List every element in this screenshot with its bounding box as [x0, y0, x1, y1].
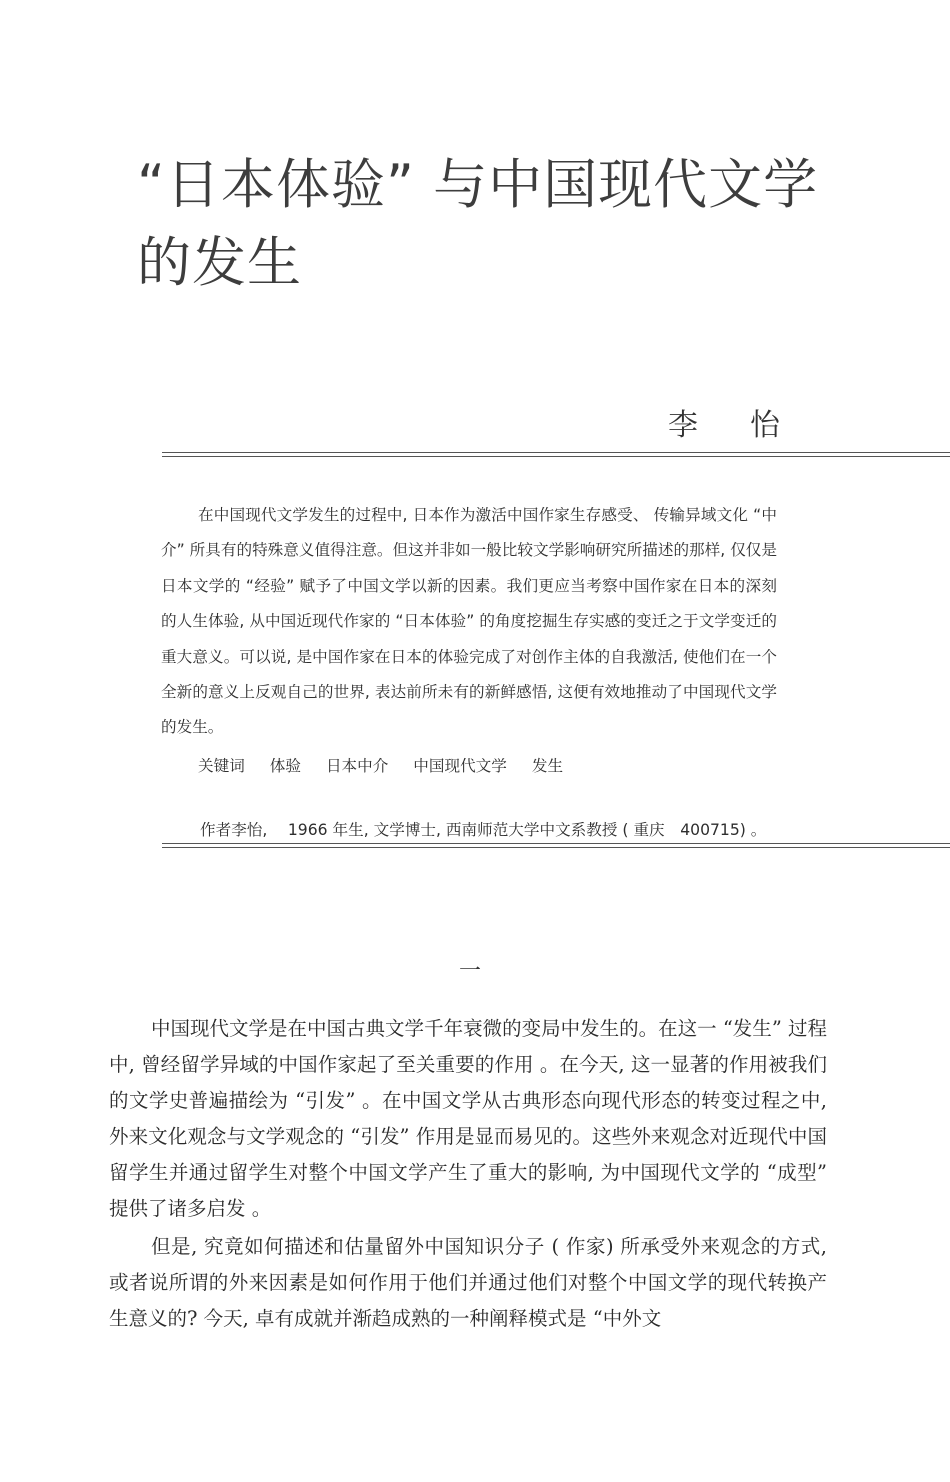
body-paragraph: 中国现代文学是在中国古典文学千年衰微的变局中发生的。在这一 “发生” 过程中, 曾经留学异域的中国作家起了至关重要的作用 。在今天, 这一显著的作用被我们的文学史普遍描绘为 “引发” 。在中国文学从古典形态向现代形态的转变过程之中, 外来文化观念与文学观念的 “引发” 作用是显而易见的。这些外来观念对近现代中国留学生并通过留学生对整个中国文学产生了重大的影响, 为中国现代文学的 “成型” 提供了诸多启发 。 [109, 1017, 827, 1220]
article-title: “日本体验” 与中国现代文学的发生 [137, 153, 819, 294]
top-double-rule [162, 452, 950, 457]
author-name: 李怡 [668, 408, 832, 443]
keyword: 日本中介 [325, 757, 389, 775]
keywords-line [198, 749, 583, 784]
keyword: 发生 [531, 757, 564, 775]
keywords-label: 关键词 [198, 757, 245, 775]
bottom-double-rule [162, 843, 950, 848]
section-number: 一 [458, 959, 481, 984]
body-paragraph: 但是, 究竟如何描述和估量留外中国知识分子 ( 作家) 所承受外来观念的方式, 或者说所谓的外来因素是如何作用于他们并通过他们对整个中国文学的现代转换产生意义的? 今天, 卓有成就并渐趋成熟的一种阐释模式是 “中外文 [109, 1235, 827, 1330]
keyword: 体验 [269, 757, 301, 775]
keyword: 中国现代文学 [413, 757, 507, 775]
abstract: 在中国现代文学发生的过程中, 日本作为激活中国作家生存感受、 传输异域文化 “中介” 所具有的特殊意义值得注意。但这并非如一般比较文学影响研究所描述的那样, 仅仅是日本文学的 “经验” 赋予了中国文学以新的因素。我们更应当考察中国作家在日本的深刻的人生体验, 从中国近现代作家的 “日本体验” 的角度挖掘生存实感的变迁之于文学变迁的重大意义。可以说, 是中国作家在日本的体验完成了对创作主体的自我激活, 使他们在一个全新的意义上反观自己的世界, 表达前所未有的新鲜感悟, 这便有效地推动了中国现代文学的发生。 [161, 506, 777, 737]
author-note: 作者李怡, 1966 年生, 文学博士, 西南师范大学中文系教授 ( 重庆 400715) 。 [200, 821, 767, 839]
